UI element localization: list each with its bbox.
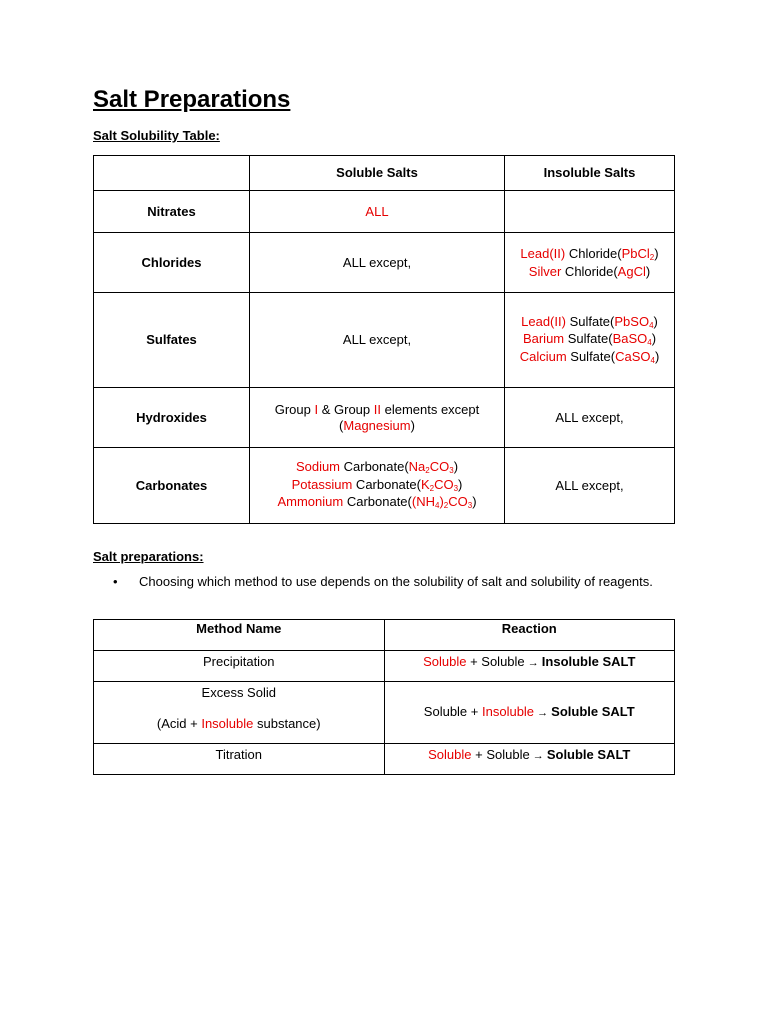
insoluble-cell xyxy=(505,293,675,388)
table-row-titration xyxy=(94,744,675,775)
group-number: II xyxy=(373,402,381,417)
text-part: elements except xyxy=(380,402,480,417)
method-cell: Titration xyxy=(94,744,385,775)
plus: + xyxy=(471,747,487,762)
text-part: Group xyxy=(274,402,315,417)
arrow-icon: → xyxy=(529,750,547,762)
table-row-carbonates xyxy=(94,448,675,524)
element-name: Sodium xyxy=(295,459,341,475)
all-text: ALL xyxy=(365,203,389,219)
plus: + xyxy=(467,703,482,719)
text-part: (Acid + xyxy=(156,715,202,731)
reagent: Soluble xyxy=(423,703,468,719)
element-name: Lead(II) xyxy=(520,246,566,261)
subscript: 4 xyxy=(647,338,652,348)
method-name: Excess Solid xyxy=(201,685,276,700)
paren: ) xyxy=(651,331,657,347)
header-cell-reaction: Reaction xyxy=(384,620,674,651)
insoluble-cell: ALL except, xyxy=(505,388,675,448)
subscript: 4 xyxy=(650,355,655,365)
formula-part: PbSO xyxy=(614,313,650,329)
table-header-row xyxy=(94,156,675,191)
element-name: Lead(II) xyxy=(521,313,566,329)
row-header: Sulfates xyxy=(94,293,250,388)
paren: ) xyxy=(410,417,415,433)
soluble-cell xyxy=(250,388,505,448)
paren: ) xyxy=(653,313,658,329)
element-name: Ammonium xyxy=(277,494,344,510)
product: Insoluble SALT xyxy=(541,654,636,669)
reaction-cell xyxy=(384,744,674,775)
reaction-cell xyxy=(384,682,674,744)
subscript: 2 xyxy=(429,483,435,493)
compound-label: Chloride( xyxy=(561,263,618,279)
page-title: Salt Preparations xyxy=(93,86,291,113)
reaction-cell xyxy=(384,651,674,682)
formula-part: K xyxy=(420,476,430,492)
compound-label: Carbonate( xyxy=(340,459,409,475)
subscript: 3 xyxy=(453,483,459,493)
subscript: 3 xyxy=(449,466,454,476)
soluble-cell xyxy=(250,448,505,524)
compound-label: Carbonate( xyxy=(352,476,421,492)
formula-part: CO xyxy=(448,494,468,510)
methods-table xyxy=(93,619,675,775)
preparations-section-label: Salt preparations: xyxy=(93,549,204,564)
element-name: Magnesium xyxy=(343,417,411,433)
reagent: Insoluble xyxy=(201,715,254,731)
table-header-row xyxy=(94,620,675,651)
table-row-sulfates xyxy=(94,293,675,388)
paren: ( xyxy=(339,417,344,433)
solubility-section-label: Salt Solubility Table: xyxy=(93,128,220,143)
insoluble-line xyxy=(509,314,670,332)
insoluble-cell: ALL except, xyxy=(505,448,675,524)
text-part: & Group xyxy=(318,402,374,417)
soluble-line xyxy=(254,402,500,418)
paren: ) xyxy=(654,246,659,261)
element-name: Calcium xyxy=(519,348,567,364)
paren: ) xyxy=(458,476,463,492)
table-row-nitrates xyxy=(94,191,675,233)
subscript: 2 xyxy=(649,253,655,262)
formula xyxy=(615,349,655,364)
reagent: Soluble xyxy=(428,747,472,762)
method-note xyxy=(98,716,380,732)
element-name: Silver xyxy=(528,263,562,279)
compound-label: Sulfate( xyxy=(565,313,615,329)
formula xyxy=(614,314,653,329)
product: Soluble SALT xyxy=(551,703,635,719)
reagent: Soluble xyxy=(486,747,530,762)
table-row-excess-solid xyxy=(94,682,675,744)
insoluble-line xyxy=(509,246,670,264)
formula-part: CO xyxy=(429,459,450,475)
formula xyxy=(421,477,458,492)
paren: ) xyxy=(453,459,459,475)
paren: ) xyxy=(645,263,651,279)
soluble-line xyxy=(254,418,500,434)
reagent: Soluble xyxy=(423,654,467,669)
formula xyxy=(409,459,454,474)
row-header: Hydroxides xyxy=(94,388,250,448)
table-row-precipitation xyxy=(94,651,675,682)
row-header: Carbonates xyxy=(94,448,250,524)
reagent: Insoluble xyxy=(482,703,535,719)
paren: ) xyxy=(654,348,660,364)
element-name: Potassium xyxy=(291,476,353,492)
soluble-line xyxy=(254,477,500,495)
solubility-table xyxy=(93,155,675,524)
reagent: Soluble xyxy=(481,654,525,669)
subscript: 2 xyxy=(443,501,449,511)
plus: + xyxy=(466,654,482,669)
formula xyxy=(412,494,472,509)
formula-part: Na xyxy=(408,459,426,475)
row-header: Nitrates xyxy=(94,191,250,233)
subscript: 4 xyxy=(649,320,654,330)
subscript: 3 xyxy=(467,501,473,511)
group-number: I xyxy=(314,402,319,417)
element-name: Barium xyxy=(522,331,565,347)
compound-label: Carbonate( xyxy=(343,494,412,510)
formula: AgCl xyxy=(617,263,646,279)
formula xyxy=(613,331,652,346)
soluble-cell xyxy=(250,191,505,233)
subscript: 4 xyxy=(434,501,440,511)
formula xyxy=(622,246,655,261)
formula-part: ) xyxy=(439,494,444,510)
formula-part: BaSO xyxy=(612,331,648,347)
compound-label: Sulfate( xyxy=(564,331,613,347)
arrow-icon: → xyxy=(524,657,542,669)
compound-label: Sulfate( xyxy=(566,348,616,364)
method-cell: Precipitation xyxy=(94,651,385,682)
header-cell-soluble: Soluble Salts xyxy=(250,156,505,191)
formula-part: CaSO xyxy=(615,348,651,364)
table-row-hydroxides xyxy=(94,388,675,448)
formula-part: (NH xyxy=(411,494,435,510)
row-header: Chlorides xyxy=(94,233,250,293)
product: Soluble SALT xyxy=(546,747,631,762)
insoluble-line xyxy=(509,331,670,349)
compound-label: Chloride( xyxy=(565,246,622,261)
formula-part: CO xyxy=(434,476,454,492)
header-cell-insoluble: Insoluble Salts xyxy=(505,156,675,191)
soluble-line xyxy=(254,459,500,477)
arrow-icon: → xyxy=(534,706,552,719)
insoluble-line xyxy=(509,264,670,280)
method-cell xyxy=(94,682,385,744)
soluble-cell: ALL except, xyxy=(250,293,505,388)
header-cell-empty xyxy=(94,156,250,191)
soluble-line xyxy=(254,494,500,512)
bullet-dot: • xyxy=(113,574,118,589)
header-cell-method: Method Name xyxy=(94,620,385,651)
paren: ) xyxy=(472,494,477,510)
table-row-chlorides xyxy=(94,233,675,293)
insoluble-line xyxy=(509,349,670,367)
text-part: substance) xyxy=(253,715,321,731)
insoluble-cell xyxy=(505,233,675,293)
bullet-text: Choosing which method to use depends on the solubility of salt and solubility of reagents. xyxy=(139,574,653,589)
soluble-cell: ALL except, xyxy=(250,233,505,293)
formula-part: PbCl xyxy=(621,246,650,261)
insoluble-cell xyxy=(505,191,675,233)
subscript: 2 xyxy=(425,466,430,476)
